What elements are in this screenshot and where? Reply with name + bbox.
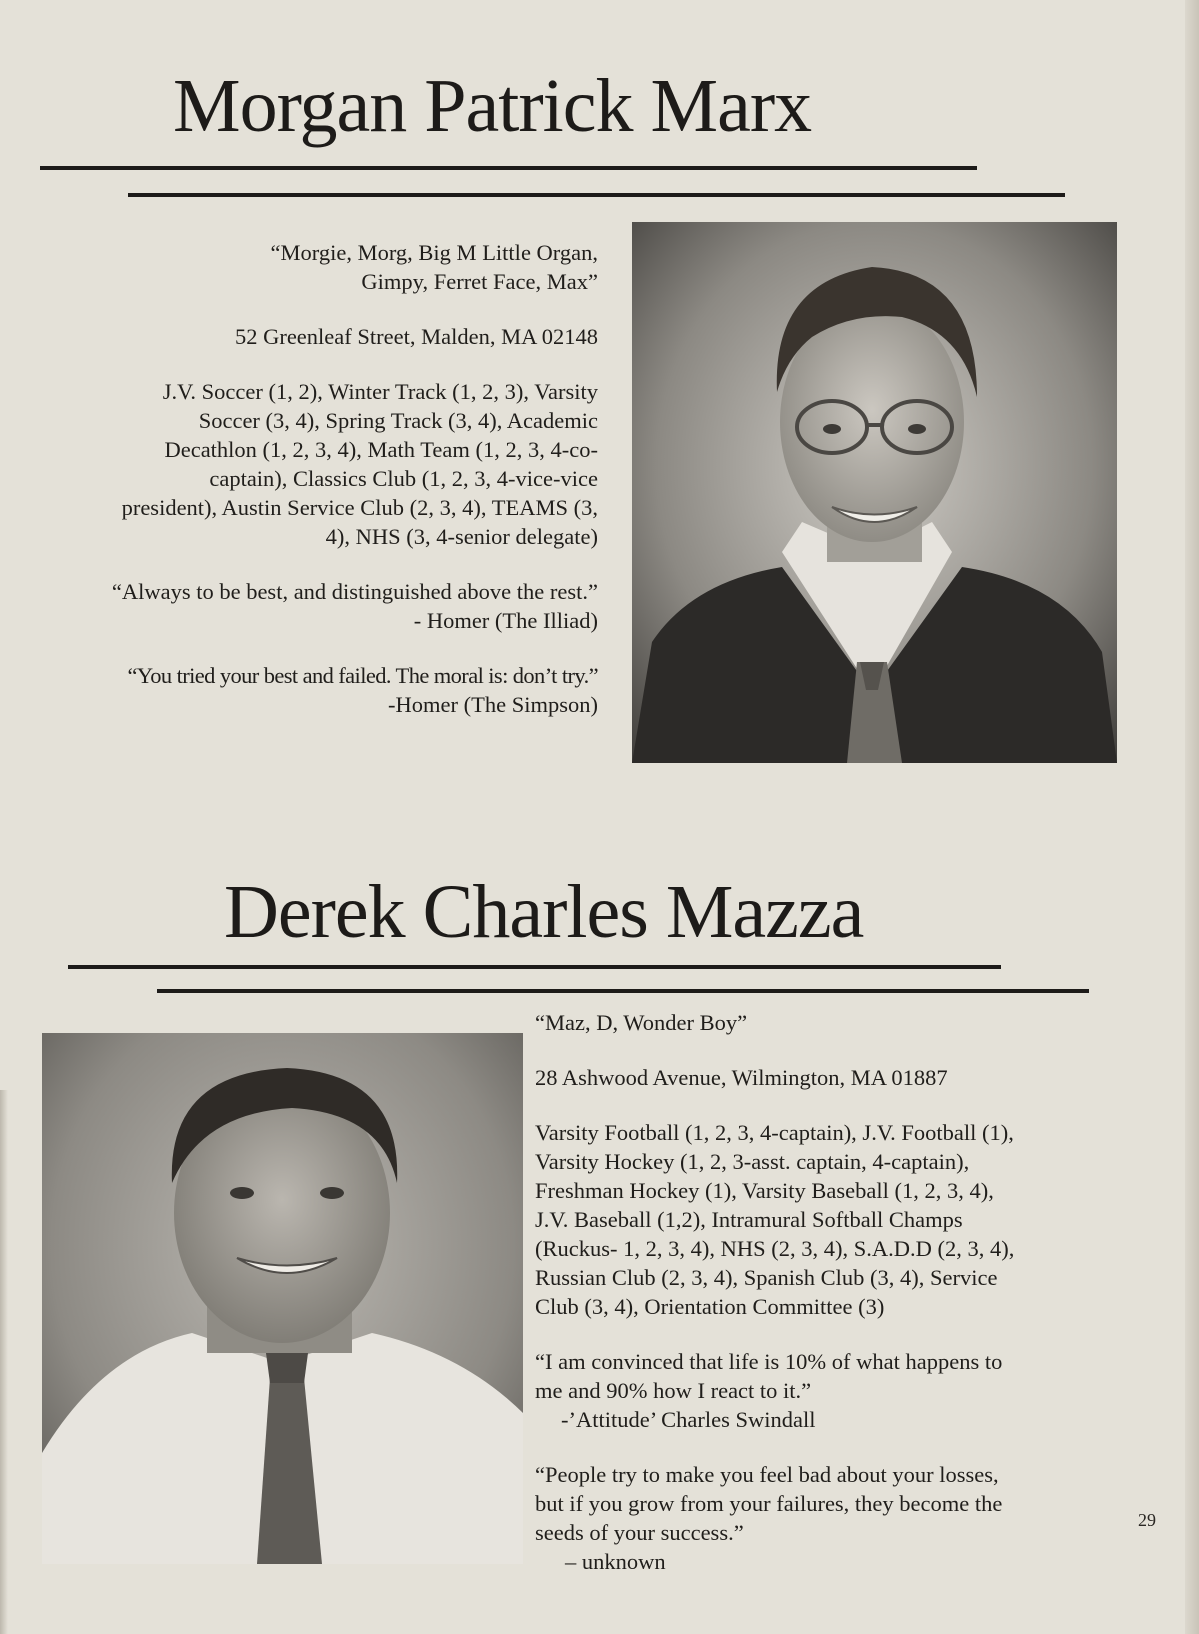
name-rule-upper [40, 166, 977, 170]
activities-line: Russian Club (2, 3, 4), Spanish Club (3, 4), Service [535, 1265, 998, 1290]
activities-line: (Ruckus- 1, 2, 3, 4), NHS (2, 3, 4), S.A.D.D (2, 3, 4), [535, 1236, 1015, 1261]
activities-line: captain), Classics Club (1, 2, 3, 4-vice-vice [209, 466, 598, 491]
quote-source: -’Attitude’ Charles Swindall [561, 1407, 816, 1432]
nickname-line: “Morgie, Morg, Big M Little Organ, [270, 240, 598, 265]
activities-line: 4), NHS (3, 4-senior delegate) [325, 524, 598, 549]
binding-edge-shadow [1185, 0, 1199, 1634]
activities-line: president), Austin Service Club (2, 3, 4), TEAMS (3, [121, 495, 598, 520]
profile-name-marx: Morgan Patrick Marx [173, 64, 812, 148]
quote-text: me and 90% how I react to it.” [535, 1378, 812, 1403]
activities-line: Freshman Hockey (1), Varsity Baseball (1, 2, 3, 4), [535, 1178, 994, 1203]
activities-line: Varsity Football (1, 2, 3, 4-captain), J.V. Football (1), [535, 1120, 1014, 1145]
profile-name-mazza: Derek Charles Mazza [224, 870, 864, 954]
page-left-edge-shadow [0, 1090, 8, 1634]
nickname-line: Gimpy, Ferret Face, Max” [361, 269, 598, 294]
page-number: 29 [1138, 1510, 1156, 1530]
name-rule-lower [128, 193, 1065, 197]
portrait-photo-mazza [42, 1033, 523, 1564]
quote-text: but if you grow from your failures, they become the [535, 1491, 1003, 1516]
activities-line: Varsity Hockey (1, 2, 3-asst. captain, 4-captain), [535, 1149, 970, 1174]
quote-source: - Homer (The Illiad) [413, 608, 598, 633]
profile-info-mazza [535, 1008, 1135, 1576]
quote-source: – unknown [565, 1549, 666, 1574]
quote-text: “Always to be best, and distinguished above the rest.” [111, 579, 598, 604]
address: 28 Ashwood Avenue, Wilmington, MA 01887 [535, 1065, 948, 1090]
activities-line: J.V. Soccer (1, 2), Winter Track (1, 2, 3), Varsity [162, 379, 598, 404]
quote-text: seeds of your success.” [535, 1520, 744, 1545]
nickname: “Maz, D, Wonder Boy” [535, 1010, 748, 1035]
portrait-photo-marx [632, 222, 1117, 763]
name-rule-lower [157, 989, 1089, 993]
name-rule-upper [68, 965, 1001, 969]
quote-text: “People try to make you feel bad about your losses, [535, 1462, 999, 1487]
profile-info-marx [18, 238, 598, 719]
quote-source: -Homer (The Simpson) [388, 692, 598, 717]
quote-text: “You tried your best and failed. The moral is: don’t try.” [127, 663, 598, 688]
activities-line: Decathlon (1, 2, 3, 4), Math Team (1, 2, 3, 4-co- [164, 437, 598, 462]
activities-line: Soccer (3, 4), Spring Track (3, 4), Academic [198, 408, 598, 433]
quote-text: “I am convinced that life is 10% of what happens to [535, 1349, 1003, 1374]
activities-line: Club (3, 4), Orientation Committee (3) [535, 1294, 885, 1319]
address: 52 Greenleaf Street, Malden, MA 02148 [234, 324, 598, 349]
activities-line: J.V. Baseball (1,2), Intramural Softball Champs [535, 1207, 963, 1232]
